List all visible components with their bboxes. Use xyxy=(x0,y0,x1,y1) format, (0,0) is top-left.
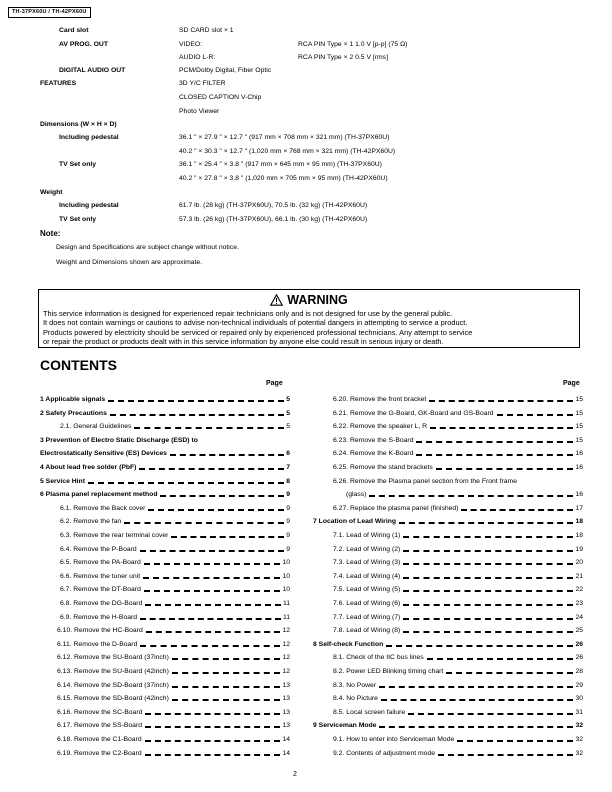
toc-page-number: 12 xyxy=(282,640,290,648)
toc-entry[interactable] xyxy=(60,423,290,431)
toc-entry-title: 7.3. Lead of Wiring (3) xyxy=(333,559,401,567)
warning-box xyxy=(38,289,580,348)
toc-leader xyxy=(140,550,285,552)
toc-page-number: 16 xyxy=(575,450,583,458)
toc-entry[interactable] xyxy=(57,750,290,758)
toc-entry[interactable] xyxy=(40,396,290,404)
toc-leader xyxy=(403,563,573,565)
toc-page-number: 9 xyxy=(286,504,290,512)
toc-entry-title: 1 Applicable signals xyxy=(40,396,106,403)
toc-leader xyxy=(381,699,573,701)
toc-entry[interactable] xyxy=(57,695,290,703)
toc-entry-title: 9.2. Contents of adjustment mode xyxy=(333,749,436,757)
toc-entry[interactable] xyxy=(333,437,583,445)
toc-entry[interactable] xyxy=(57,641,290,649)
toc-entry[interactable] xyxy=(333,736,583,744)
toc-page-number: 5 xyxy=(286,396,290,403)
toc-entry[interactable] xyxy=(313,518,583,526)
toc-entry[interactable] xyxy=(40,464,290,472)
toc-leader xyxy=(172,672,281,674)
toc-page-number: 21 xyxy=(575,572,583,580)
toc-page-number: 9 xyxy=(286,545,290,553)
toc-entry[interactable] xyxy=(57,736,290,744)
toc-page-number: 12 xyxy=(282,627,290,635)
toc-leader xyxy=(145,740,281,742)
toc-page-number: 19 xyxy=(575,545,583,553)
toc-page-number: 13 xyxy=(282,722,290,730)
toc-entry[interactable] xyxy=(40,410,290,418)
toc-entry-title: 7.6. Lead of Wiring (6) xyxy=(333,600,401,607)
toc-page-number: 15 xyxy=(575,396,583,403)
note-line: Weight and Dimensions shown are approximate. xyxy=(56,259,203,266)
toc-entry-title: 7 Location of Lead Wiring xyxy=(313,518,397,526)
card-slot-value: SD CARD slot × 1 xyxy=(179,27,234,34)
toc-page-number: 5 xyxy=(286,423,290,431)
toc-leader xyxy=(108,400,284,402)
toc-entry-title: 6.8. Remove the DG-Board xyxy=(60,600,143,607)
toc-entry-title: 8.1. Check of the IIC bus lines xyxy=(333,654,424,662)
av-video-label: VIDEO: xyxy=(179,41,203,48)
av-video-value: RCA PIN Type × 1 1.0 V [p-p] (75 Ω) xyxy=(298,41,408,48)
toc-entry[interactable] xyxy=(60,505,290,513)
toc-leader xyxy=(429,400,573,402)
toc-entry-title: (glass) xyxy=(346,491,367,499)
toc-entry-title: 6.4. Remove the P-Board xyxy=(60,545,137,553)
toc-entry-title: 8.2. Power LED Blinking timing chart xyxy=(333,668,444,675)
toc-page-number: 32 xyxy=(575,736,583,743)
toc-entry-title: 9.1. How to enter into Serviceman Mode xyxy=(333,736,455,743)
toc-entry-title: 9 Serviceman Mode xyxy=(313,722,377,730)
features-label: FEATURES xyxy=(40,80,77,87)
toc-page-number: 11 xyxy=(282,600,290,607)
toc-leader xyxy=(399,522,573,524)
toc-leader xyxy=(148,509,284,511)
toc-leader xyxy=(430,427,573,429)
toc-entry[interactable] xyxy=(333,423,583,431)
warning-line: or repair the product or products dealt with in this service information by anyone else could result in serious injury or death. xyxy=(43,336,444,346)
toc-entry[interactable] xyxy=(333,750,583,758)
toc-entry-title: 8.4. No Picture xyxy=(333,695,378,703)
toc-entry[interactable] xyxy=(57,668,290,676)
toc-entry-title: 5 Service Hint xyxy=(40,477,85,485)
toc-page-number: 32 xyxy=(575,749,583,757)
toc-page-number: 10 xyxy=(282,572,290,580)
toc-entry-title: 6.9. Remove the H-Board xyxy=(60,613,138,621)
toc-entry[interactable] xyxy=(57,682,290,690)
toc-entry-title: 6.2. Remove the fan xyxy=(60,518,122,526)
toc-page-number: 9 xyxy=(286,518,290,526)
toc-entry-title: 6.20. Remove the front bracket xyxy=(333,396,427,403)
dim-pedestal-42: 40.2 " × 30.3 " × 12.7 " (1,020 mm × 768 mm × 321 mm) (TH-42PX60U) xyxy=(179,148,396,155)
toc-leader xyxy=(403,590,573,592)
toc-entry-title: 7.4. Lead of Wiring (4) xyxy=(333,572,401,580)
toc-page-number: 5 xyxy=(286,409,290,417)
toc-page-number: 26 xyxy=(575,640,583,648)
toc-page-number: 10 xyxy=(282,559,290,567)
toc-leader xyxy=(461,509,573,511)
toc-entry[interactable] xyxy=(40,478,290,486)
toc-entry-title: 6.1. Remove the Back cover xyxy=(60,504,146,512)
toc-entry[interactable] xyxy=(333,478,583,486)
note-title: Note: xyxy=(40,229,61,238)
warning-heading xyxy=(39,293,579,307)
toc-leader xyxy=(446,672,573,674)
toc-page-number: 9 xyxy=(286,532,290,539)
toc-page-number: 20 xyxy=(575,559,583,567)
dim-including-pedestal-label: Including pedestal xyxy=(59,134,119,141)
toc-leader xyxy=(170,454,284,456)
toc-entry-title: 6.27. Replace the plasma panel (finished) xyxy=(333,504,459,512)
toc-entry[interactable] xyxy=(40,491,290,499)
toc-entry[interactable] xyxy=(60,559,290,567)
toc-entry-title: 7.7. Lead of Wiring (7) xyxy=(333,613,401,621)
toc-entry[interactable] xyxy=(333,450,583,458)
toc-page-number: 10 xyxy=(282,586,290,594)
dim-tv-42: 40.2 " × 27.8 " × 3.8 " (1,020 mm × 705 mm × 95 mm) (TH-42PX60U) xyxy=(179,175,388,182)
toc-leader xyxy=(403,577,573,579)
toc-entry[interactable] xyxy=(333,396,583,404)
toc-entry[interactable] xyxy=(333,546,583,554)
weight-including-pedestal-label: Including pedestal xyxy=(59,202,119,209)
toc-entry[interactable] xyxy=(60,614,290,622)
toc-entry-title: 6.22. Remove the speaker L, R xyxy=(333,423,428,431)
toc-entry[interactable] xyxy=(333,410,583,418)
warning-line: It does not contain warnings or cautions to advise non-technical individuals of potential dangers in attempting to service a product. xyxy=(43,318,468,328)
toc-entry-title: 6.3. Remove the rear terminal cover xyxy=(60,532,169,539)
toc-page-number: 14 xyxy=(282,736,290,743)
toc-entry-title: 6.13. Remove the SU-Board (42inch) xyxy=(57,668,169,675)
toc-entry[interactable] xyxy=(40,437,290,445)
toc-entry[interactable] xyxy=(333,627,583,635)
feature-item: CLOSED CAPTION V-Chip xyxy=(179,94,262,101)
toc-entry[interactable] xyxy=(333,695,583,703)
toc-entry-title: 7.8. Lead of Wiring (8) xyxy=(333,627,401,635)
toc-page-number: 12 xyxy=(282,668,290,675)
toc-entry[interactable] xyxy=(57,722,290,730)
toc-page-number: 30 xyxy=(575,695,583,703)
toc-leader xyxy=(379,726,573,728)
toc-entry[interactable] xyxy=(60,600,290,608)
toc-entry-title: 6.24. Remove the K-Board xyxy=(333,450,414,458)
digital-audio-out-label: DIGITAL AUDIO OUT xyxy=(59,67,126,74)
toc-leader xyxy=(146,631,281,633)
toc-page-number: 26 xyxy=(575,654,583,662)
toc-entry-title: 6.7. Remove the DT-Board xyxy=(60,586,141,594)
toc-leader xyxy=(171,536,284,538)
toc-leader xyxy=(172,658,281,660)
toc-page-number: 15 xyxy=(575,409,583,417)
toc-entry[interactable] xyxy=(333,668,583,676)
av-prog-out-label: AV PROG. OUT xyxy=(59,41,108,48)
toc-leader xyxy=(145,754,281,756)
toc-leader xyxy=(110,414,284,416)
toc-page-number: 15 xyxy=(575,423,583,431)
toc-page-number: 8 xyxy=(286,477,290,485)
toc-entry[interactable] xyxy=(60,518,290,526)
toc-leader xyxy=(369,495,573,497)
note-line: Design and Specifications are subject change without notice. xyxy=(56,244,239,251)
toc-entry-title: 7.5. Lead of Wiring (5) xyxy=(333,586,401,594)
toc-leader xyxy=(139,468,284,470)
dimensions-label: Dimensions (W × H × D) xyxy=(40,121,117,128)
toc-entry-title: 6 Plasma panel replacement method xyxy=(40,491,158,499)
toc-entry-title: 7.2. Lead of Wiring (2) xyxy=(333,545,401,553)
toc-leader xyxy=(172,699,281,701)
toc-page-number: 31 xyxy=(575,708,583,716)
weight-label: Weight xyxy=(40,189,63,196)
toc-leader xyxy=(134,427,284,429)
toc-page-number: 18 xyxy=(575,518,583,526)
toc-entry-title: 4 About lead free solder (PbF) xyxy=(40,464,137,471)
weight-tv-set-only-label: TV Set only xyxy=(59,216,97,223)
toc-leader xyxy=(145,713,280,715)
toc-entry-title: 6.23. Remove the S-Board xyxy=(333,436,414,444)
toc-leader xyxy=(436,468,574,470)
toc-entry-title: 6.6. Remove the tuner unit xyxy=(60,572,141,580)
toc-page-number: 11 xyxy=(282,613,290,621)
toc-page-number: 12 xyxy=(282,654,290,662)
toc-leader xyxy=(124,522,284,524)
toc-entry-title: 3 Prevention of Electro Static Discharge (ESD) to xyxy=(40,436,198,444)
toc-entry-title: Electrostatically Sensitive (ES) Devices xyxy=(40,450,167,458)
page-column-label: Page xyxy=(266,380,283,387)
toc-entry-title: 2 Safety Precautions xyxy=(40,409,107,417)
toc-entry[interactable] xyxy=(57,709,290,717)
toc-entry[interactable] xyxy=(333,573,583,581)
page-column-label: Page xyxy=(563,380,580,387)
warning-line: Products powered by electricity should be serviced or repaired only by experienced professional technicians. Any attempt to service xyxy=(43,327,473,337)
toc-entry[interactable] xyxy=(333,532,583,540)
toc-page-number: 28 xyxy=(575,668,583,675)
toc-leader xyxy=(144,590,281,592)
toc-entry[interactable] xyxy=(333,709,583,717)
toc-page-number: 16 xyxy=(575,464,583,471)
toc-entry-title: 6.25. Remove the stand brackets xyxy=(333,464,433,471)
toc-entry-title: 6.14. Remove the SD-Board (37inch) xyxy=(57,681,169,689)
toc-entry[interactable] xyxy=(333,682,583,690)
toc-entry[interactable] xyxy=(313,722,583,730)
toc-entry[interactable] xyxy=(57,627,290,635)
toc-page-number: 14 xyxy=(282,749,290,757)
toc-leader xyxy=(386,645,573,647)
dim-pedestal-37: 36.1 " × 27.9 " × 12.7 " (917 mm × 708 mm × 321 mm) (TH-37PX60U) xyxy=(179,134,390,141)
toc-leader xyxy=(145,726,280,728)
toc-entry-title: 6.10. Remove the HC-Board xyxy=(57,627,143,635)
av-audio-label: AUDIO L-R: xyxy=(179,54,216,61)
toc-leader xyxy=(88,482,284,484)
toc-leader xyxy=(427,658,574,660)
feature-item: Photo Viewer xyxy=(179,108,220,115)
toc-entry[interactable] xyxy=(333,586,583,594)
toc-page-number: 18 xyxy=(575,532,583,539)
toc-page-number: 24 xyxy=(575,613,583,621)
warning-line: This service information is designed for experienced repair technicians only and is not designed for use by the general public. xyxy=(43,309,453,318)
toc-leader xyxy=(403,536,573,538)
av-audio-value: RCA PIN Type × 2 0.5 V [rms] xyxy=(298,54,388,61)
toc-page-number: 23 xyxy=(575,600,583,607)
toc-entry[interactable] xyxy=(333,614,583,622)
toc-entry-title: 6.18. Remove the C1-Board xyxy=(57,736,142,743)
toc-entry-title: 6.21. Remove the G-Board, GK-Board and GS-Board xyxy=(333,409,494,417)
toc-entry-title: 6.15. Remove the SD-Board (42inch) xyxy=(57,695,169,703)
toc-page-number: 17 xyxy=(575,504,583,512)
toc-leader xyxy=(497,414,574,416)
toc-leader xyxy=(408,713,573,715)
toc-entry-title: 6.11. Remove the D-Board xyxy=(57,640,138,648)
toc-entry[interactable] xyxy=(60,586,290,594)
toc-leader xyxy=(145,604,281,606)
toc-entry[interactable] xyxy=(40,450,290,458)
page-number: 2 xyxy=(293,771,297,778)
toc-page-number: 9 xyxy=(286,491,290,499)
warning-title: WARNING xyxy=(287,293,348,307)
contents-title: CONTENTS xyxy=(40,357,117,373)
warning-text xyxy=(39,307,579,346)
toc-leader xyxy=(379,686,573,688)
toc-entry[interactable] xyxy=(333,559,583,567)
toc-entry[interactable] xyxy=(333,600,583,608)
toc-leader xyxy=(403,618,573,620)
toc-page-number: 32 xyxy=(575,722,583,730)
toc-entry[interactable] xyxy=(57,654,290,662)
toc-leader xyxy=(403,631,573,633)
toc-leader xyxy=(416,454,573,456)
toc-entry-title: 7.1. Lead of Wiring (1) xyxy=(333,532,401,539)
toc-leader xyxy=(438,754,573,756)
toc-entry[interactable] xyxy=(346,491,583,499)
toc-leader xyxy=(457,740,573,742)
card-slot-label: Card slot xyxy=(59,27,89,34)
toc-page-number: 13 xyxy=(282,708,290,716)
digital-audio-out-value: PCM/Dolby Digital, Fiber Optic xyxy=(179,67,272,74)
toc-entry[interactable] xyxy=(60,573,290,581)
toc-entry-title: 6.5. Remove the PA-Board xyxy=(60,559,141,567)
toc-entry-title: 6.16. Remove the SC-Board xyxy=(57,708,143,716)
toc-entry[interactable] xyxy=(333,505,583,513)
toc-entry-title: 6.12. Remove the SU-Board (37inch) xyxy=(57,654,169,662)
weight-pedestal-value: 61.7 lb. (28 kg) (TH-37PX60U), 70.5 lb. (32 kg) (TH-42PX60U) xyxy=(179,202,368,209)
feature-item: 3D Y/C FILTER xyxy=(179,80,226,87)
toc-entry[interactable] xyxy=(313,641,583,649)
toc-entry-title: 8.3. No Power xyxy=(333,681,377,689)
toc-entry[interactable] xyxy=(60,532,290,540)
toc-leader xyxy=(160,495,284,497)
toc-page-number: 29 xyxy=(575,681,583,689)
dim-tv-37: 36.1 " × 25.4 " × 3.8 " (917 mm × 645 mm × 95 mm) (TH-37PX60U) xyxy=(179,161,382,168)
toc-leader xyxy=(144,563,281,565)
toc-page-number: 13 xyxy=(282,681,290,689)
toc-leader xyxy=(403,604,573,606)
dim-tv-set-only-label: TV Set only xyxy=(59,161,97,168)
warning-triangle-icon xyxy=(270,294,283,306)
toc-entry-title: 8 Self-check Function xyxy=(313,640,384,648)
weight-tv-value: 57.3 lb. (26 kg) (TH-37PX60U), 66.1 lb. (30 kg) (TH-42PX60U) xyxy=(179,216,368,223)
toc-entry[interactable] xyxy=(333,464,583,472)
toc-leader xyxy=(143,577,280,579)
toc-page-number: 22 xyxy=(575,586,583,594)
toc-entry-title: 6.17. Remove the SS-Board xyxy=(57,722,143,730)
toc-entry-title: 6.26. Remove the Plasma panel section from the Front frame xyxy=(333,477,517,485)
toc-page-number: 13 xyxy=(282,695,290,703)
toc-entry-title: 6.19. Remove the C2-Board xyxy=(57,749,142,757)
toc-entry[interactable] xyxy=(60,546,290,554)
toc-entry-title: 8.5. Local screen failure xyxy=(333,708,406,716)
toc-page-number: 25 xyxy=(575,627,583,635)
toc-page-number: 15 xyxy=(575,436,583,444)
toc-leader xyxy=(140,645,280,647)
toc-leader xyxy=(172,686,281,688)
toc-page-number: 7 xyxy=(286,464,290,471)
toc-page-number: 16 xyxy=(575,491,583,499)
toc-page-number: 6 xyxy=(286,450,290,458)
toc-entry[interactable] xyxy=(333,654,583,662)
toc-entry-title: 2.1. General Guidelines xyxy=(60,423,132,431)
model-header-tag: TH-37PX60U / TH-42PX60U xyxy=(8,7,91,18)
toc-leader xyxy=(416,441,573,443)
toc-leader xyxy=(403,550,573,552)
toc-leader xyxy=(140,618,281,620)
